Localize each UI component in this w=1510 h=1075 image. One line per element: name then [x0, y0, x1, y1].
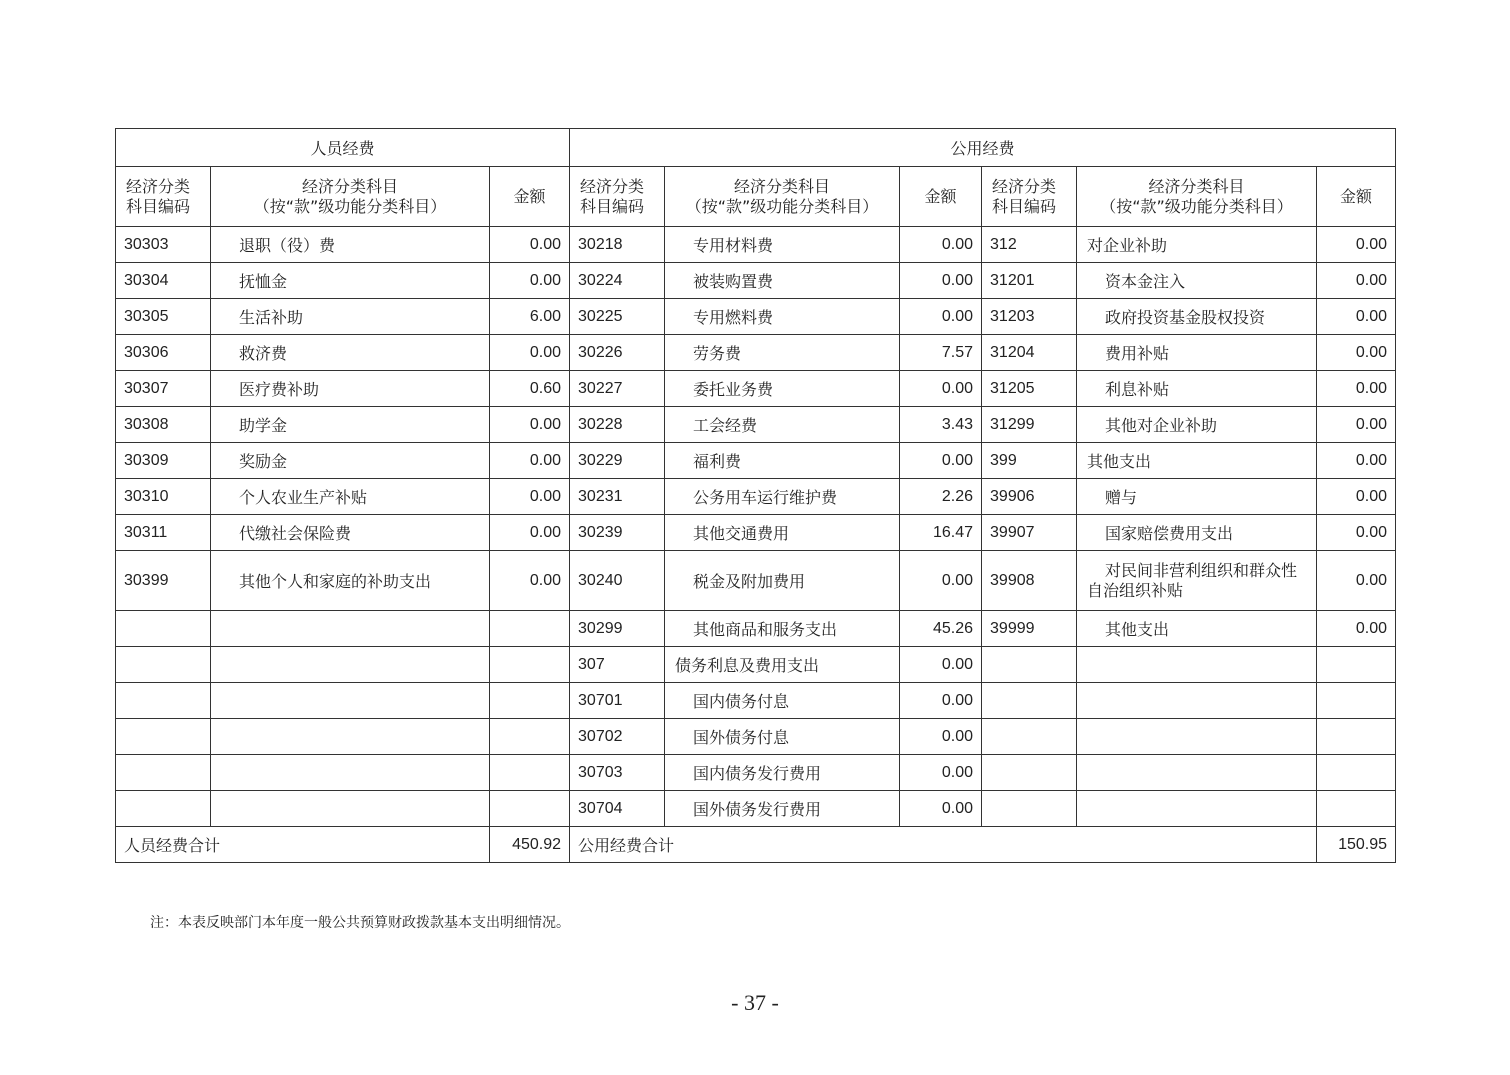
table-row	[116, 683, 1396, 719]
personnel-amount-cell: 0.60	[490, 371, 570, 407]
public-name-cell-2	[1077, 719, 1317, 755]
public-total-label: 公用经费合计	[570, 827, 1317, 863]
personnel-amount-cell	[490, 611, 570, 647]
public-code-cell: 30701	[570, 683, 665, 719]
public-amount-cell-2	[1317, 647, 1396, 683]
public-amount-cell-2: 0.00	[1317, 263, 1396, 299]
public-amount-cell-2: 0.00	[1317, 407, 1396, 443]
personnel-name-cell	[211, 791, 490, 827]
public-name-cell-2: 其他对企业补助	[1077, 407, 1317, 443]
public-name-cell: 国内债务付息	[665, 683, 900, 719]
personnel-amount-cell	[490, 791, 570, 827]
public-code-cell: 30702	[570, 719, 665, 755]
public-amount-cell: 0.00	[900, 443, 982, 479]
public-amount-cell-2: 0.00	[1317, 371, 1396, 407]
personnel-total-value: 450.92	[490, 827, 570, 863]
public-name-cell: 其他交通费用	[665, 515, 900, 551]
personnel-amount-cell	[490, 647, 570, 683]
public-code-cell: 30224	[570, 263, 665, 299]
public-code-cell-2: 31203	[982, 299, 1077, 335]
header-amount: 金额	[490, 167, 570, 227]
personnel-code-cell	[116, 755, 211, 791]
header-amount: 金额	[900, 167, 982, 227]
personnel-code-cell	[116, 719, 211, 755]
public-amount-cell: 0.00	[900, 683, 982, 719]
public-name-cell: 国外债务发行费用	[665, 791, 900, 827]
table-row	[116, 791, 1396, 827]
page-number: - 37 -	[731, 990, 779, 1015]
public-code-cell: 30231	[570, 479, 665, 515]
public-name-cell-2	[1077, 755, 1317, 791]
public-total-value: 150.95	[1317, 827, 1396, 863]
public-amount-cell-2: 0.00	[1317, 611, 1396, 647]
table-row	[116, 299, 1396, 335]
public-amount-cell-2: 0.00	[1317, 515, 1396, 551]
personnel-code-cell: 30310	[116, 479, 211, 515]
personnel-code-cell: 30304	[116, 263, 211, 299]
personnel-code-cell: 30303	[116, 227, 211, 263]
public-amount-cell: 0.00	[900, 371, 982, 407]
section-header-row	[116, 129, 1396, 167]
personnel-name-cell	[211, 719, 490, 755]
personnel-name-cell: 生活补助	[211, 299, 490, 335]
public-amount-cell-2: 0.00	[1317, 227, 1396, 263]
basic-expenditure-table	[115, 128, 1396, 863]
table-row	[116, 227, 1396, 263]
personnel-name-cell: 个人农业生产补贴	[211, 479, 490, 515]
personnel-name-cell: 医疗费补助	[211, 371, 490, 407]
public-name-cell: 国外债务付息	[665, 719, 900, 755]
personnel-code-cell	[116, 647, 211, 683]
personnel-amount-cell: 0.00	[490, 335, 570, 371]
public-code-cell-2: 39907	[982, 515, 1077, 551]
public-code-cell-2: 31299	[982, 407, 1077, 443]
public-code-cell-2	[982, 791, 1077, 827]
header-name: 经济分类科目 （按“款”级功能分类科目）	[665, 167, 900, 227]
public-amount-cell-2	[1317, 683, 1396, 719]
public-name-cell-2: 政府投资基金股权投资	[1077, 299, 1317, 335]
public-amount-cell-2: 0.00	[1317, 443, 1396, 479]
header-name: 经济分类科目 （按“款”级功能分类科目）	[1077, 167, 1317, 227]
personnel-amount-cell: 0.00	[490, 263, 570, 299]
public-amount-cell: 7.57	[900, 335, 982, 371]
public-name-cell-2: 资本金注入	[1077, 263, 1317, 299]
table-row	[116, 263, 1396, 299]
personnel-code-cell	[116, 683, 211, 719]
personnel-name-cell: 助学金	[211, 407, 490, 443]
public-name-cell-2: 对企业补助	[1077, 227, 1317, 263]
personnel-amount-cell: 6.00	[490, 299, 570, 335]
public-name-cell: 福利费	[665, 443, 900, 479]
public-name-cell: 其他商品和服务支出	[665, 611, 900, 647]
public-name-cell-2	[1077, 791, 1317, 827]
public-code-cell: 307	[570, 647, 665, 683]
header-code: 经济分类 科目编码	[982, 167, 1077, 227]
personnel-code-cell	[116, 611, 211, 647]
public-amount-cell-2: 0.00	[1317, 551, 1396, 611]
public-code-cell: 30225	[570, 299, 665, 335]
table-row	[116, 407, 1396, 443]
table-note: 注：本表反映部门本年度一般公共预算财政拨款基本支出明细情况。	[150, 915, 570, 931]
personnel-name-cell: 救济费	[211, 335, 490, 371]
public-name-cell-2: 国家赔偿费用支出	[1077, 515, 1317, 551]
public-amount-cell-2: 0.00	[1317, 299, 1396, 335]
public-name-cell-2	[1077, 647, 1317, 683]
personnel-name-cell: 抚恤金	[211, 263, 490, 299]
public-amount-cell-2	[1317, 719, 1396, 755]
personnel-amount-cell: 0.00	[490, 515, 570, 551]
public-name-cell: 委托业务费	[665, 371, 900, 407]
personnel-amount-cell: 0.00	[490, 227, 570, 263]
public-name-cell: 专用燃料费	[665, 299, 900, 335]
public-name-cell: 国内债务发行费用	[665, 755, 900, 791]
column-header-row	[116, 167, 1396, 227]
public-amount-cell-2: 0.00	[1317, 479, 1396, 515]
public-amount-cell: 0.00	[900, 263, 982, 299]
public-code-cell: 30227	[570, 371, 665, 407]
personnel-total-label: 人员经费合计	[116, 827, 490, 863]
header-amount: 金额	[1317, 167, 1396, 227]
header-code: 经济分类 科目编码	[570, 167, 665, 227]
public-amount-cell: 45.26	[900, 611, 982, 647]
personnel-amount-cell	[490, 755, 570, 791]
personnel-amount-cell: 0.00	[490, 479, 570, 515]
public-code-cell: 30703	[570, 755, 665, 791]
personnel-code-cell: 30306	[116, 335, 211, 371]
public-amount-cell: 2.26	[900, 479, 982, 515]
public-name-cell: 债务利息及费用支出	[665, 647, 900, 683]
public-amount-cell-2	[1317, 791, 1396, 827]
public-amount-cell: 0.00	[900, 647, 982, 683]
public-name-cell-2: 其他支出	[1077, 611, 1317, 647]
public-amount-cell-2	[1317, 755, 1396, 791]
public-name-cell: 工会经费	[665, 407, 900, 443]
public-amount-cell: 3.43	[900, 407, 982, 443]
public-amount-cell: 0.00	[900, 791, 982, 827]
public-amount-cell: 0.00	[900, 299, 982, 335]
public-name-cell: 专用材料费	[665, 227, 900, 263]
public-amount-cell: 16.47	[900, 515, 982, 551]
public-code-cell: 30229	[570, 443, 665, 479]
section-public: 公用经费	[570, 129, 1396, 167]
public-name-cell: 公务用车运行维护费	[665, 479, 900, 515]
totals-row	[116, 827, 1396, 863]
public-name-cell: 被装购置费	[665, 263, 900, 299]
table-row	[116, 755, 1396, 791]
public-code-cell-2	[982, 719, 1077, 755]
personnel-amount-cell: 0.00	[490, 551, 570, 611]
personnel-code-cell: 30309	[116, 443, 211, 479]
public-code-cell: 30299	[570, 611, 665, 647]
public-code-cell: 30228	[570, 407, 665, 443]
table-row	[116, 647, 1396, 683]
public-name-cell-2: 利息补贴	[1077, 371, 1317, 407]
table-row	[116, 335, 1396, 371]
public-code-cell-2	[982, 683, 1077, 719]
public-code-cell-2	[982, 755, 1077, 791]
public-code-cell-2: 31201	[982, 263, 1077, 299]
personnel-code-cell: 30311	[116, 515, 211, 551]
table-row	[116, 611, 1396, 647]
personnel-name-cell: 其他个人和家庭的补助支出	[211, 551, 490, 611]
public-amount-cell: 0.00	[900, 551, 982, 611]
personnel-code-cell: 30399	[116, 551, 211, 611]
personnel-name-cell	[211, 755, 490, 791]
personnel-amount-cell	[490, 719, 570, 755]
header-code: 经济分类 科目编码	[116, 167, 211, 227]
public-name-cell-2: 赠与	[1077, 479, 1317, 515]
public-code-cell: 30704	[570, 791, 665, 827]
public-amount-cell-2: 0.00	[1317, 335, 1396, 371]
public-code-cell-2: 31205	[982, 371, 1077, 407]
public-name-cell: 劳务费	[665, 335, 900, 371]
personnel-name-cell: 退职（役）费	[211, 227, 490, 263]
public-code-cell-2: 312	[982, 227, 1077, 263]
public-code-cell-2: 39906	[982, 479, 1077, 515]
personnel-amount-cell	[490, 683, 570, 719]
public-amount-cell: 0.00	[900, 719, 982, 755]
public-code-cell-2: 399	[982, 443, 1077, 479]
public-name-cell-2: 其他支出	[1077, 443, 1317, 479]
public-amount-cell: 0.00	[900, 755, 982, 791]
header-name: 经济分类科目 （按“款”级功能分类科目）	[211, 167, 490, 227]
personnel-amount-cell: 0.00	[490, 443, 570, 479]
public-name-cell-2: 对民间非营利组织和群众性自治组织补贴	[1077, 551, 1317, 611]
personnel-name-cell: 代缴社会保险费	[211, 515, 490, 551]
public-code-cell: 30240	[570, 551, 665, 611]
personnel-amount-cell: 0.00	[490, 407, 570, 443]
public-code-cell: 30218	[570, 227, 665, 263]
personnel-code-cell: 30307	[116, 371, 211, 407]
public-code-cell-2: 39908	[982, 551, 1077, 611]
public-code-cell-2: 31204	[982, 335, 1077, 371]
table-row	[116, 719, 1396, 755]
public-amount-cell: 0.00	[900, 227, 982, 263]
personnel-name-cell	[211, 647, 490, 683]
personnel-code-cell: 30308	[116, 407, 211, 443]
section-personnel: 人员经费	[116, 129, 570, 167]
personnel-name-cell	[211, 683, 490, 719]
personnel-code-cell: 30305	[116, 299, 211, 335]
personnel-name-cell	[211, 611, 490, 647]
table-row	[116, 371, 1396, 407]
personnel-name-cell: 奖励金	[211, 443, 490, 479]
personnel-code-cell	[116, 791, 211, 827]
public-code-cell-2: 39999	[982, 611, 1077, 647]
public-name-cell-2: 费用补贴	[1077, 335, 1317, 371]
table-row	[116, 551, 1396, 611]
public-code-cell: 30239	[570, 515, 665, 551]
table-row	[116, 515, 1396, 551]
table-row	[116, 479, 1396, 515]
table-row	[116, 443, 1396, 479]
public-code-cell-2	[982, 647, 1077, 683]
public-name-cell-2	[1077, 683, 1317, 719]
public-code-cell: 30226	[570, 335, 665, 371]
public-name-cell: 税金及附加费用	[665, 551, 900, 611]
